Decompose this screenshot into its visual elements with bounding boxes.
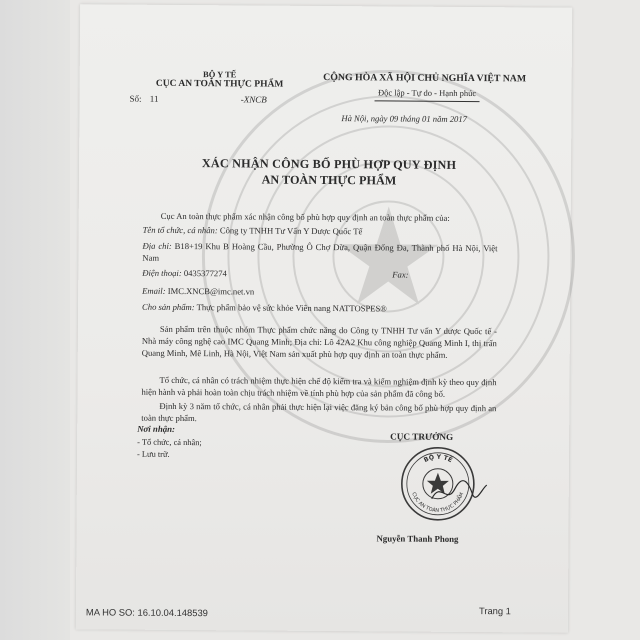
paragraph-responsibility: Tổ chức, cá nhân có trách nhiệm thực hiện chế độ kiểm tra và kiểm nghiệm định kỳ theo quy định hiện hành và phải hoàn toàn chịu trách nhiệm về tính phù hợp của sản phẩm đã công bố.: [141, 374, 497, 399]
address-label: Địa chỉ:: [142, 240, 172, 251]
seal-top-text: BỘ Y TẾ: [422, 453, 454, 465]
header-left: [125, 69, 315, 90]
issue-date: Hà Nội, ngày 09 tháng 01 năm 2017: [341, 113, 467, 124]
country-name: CỘNG HÒA XÃ HỘI CHỦ NGHĨA VIỆT NAM: [323, 71, 527, 85]
intro-text: [143, 210, 498, 224]
address-line: [142, 240, 497, 266]
seal-text: CỤC AN TOÀN THỰC PHẨM: [410, 491, 466, 514]
recipients-title: Nơi nhận:: [137, 423, 175, 434]
record-code: MA HO SO: 16.10.04.148539: [85, 606, 208, 619]
motto: Độc lập - Tự do - Hạnh phúc: [377, 87, 477, 99]
product-line: [142, 301, 497, 315]
number-suffix: -XNCB: [240, 94, 267, 105]
document-page: [76, 4, 572, 632]
product-value: Thực phẩm bảo vệ sức khỏe Viên nang NATTOSPES®: [196, 302, 387, 314]
recipient-item: - Tổ chức, cá nhân;: [137, 437, 202, 448]
paragraph-manufacturer: Sản phẩm trên thuộc nhóm Thực phẩm chức năng do Công ty TNHH Tư vấn Y dược Quốc tế - Nhà máy công nghệ cao IMC Quang Minh; Địa chỉ: Lô 42A2 Khu công nghiệp Quang Minh I, thị trấn Quang Minh, Mê Linh, Hà Nội, Việt Nam sản xuất phù hợp quy định an toàn thực phẩm.: [141, 323, 497, 360]
number-prefix: Số:: [129, 93, 142, 104]
svg-text:BỘ Y TẾ: [423, 452, 456, 465]
phone-label: Điện thoại:: [142, 267, 182, 279]
recipient-item: - Lưu trữ.: [137, 449, 170, 459]
email-value: IMC.XNCB@imc.net.vn: [167, 285, 255, 297]
background-left: [0, 0, 70, 640]
doc-title-line1: XÁC NHẬN CÔNG BỐ PHÙ HỢP QUY ĐỊNH: [201, 156, 457, 172]
ministry-name: BỘ Y TẾ: [203, 69, 237, 80]
phone-line: [142, 267, 497, 281]
org-value: Công ty TNHH Tư Vấn Y Dược Quốc Tế: [219, 225, 363, 237]
page-number: Trang 1: [478, 605, 511, 617]
email-line: [142, 285, 497, 299]
number-value: 11: [149, 93, 159, 104]
fax-label: Fax:: [392, 269, 409, 280]
document-number: [129, 94, 266, 105]
agency-name: CỤC AN TOÀN THỰC PHẨM: [155, 78, 284, 90]
intro-sentence: Cục An toàn thực phẩm xác nhận công bố phù hợp quy định an toàn thực phẩm của:: [160, 210, 450, 223]
phone-value: 0435377274: [183, 268, 227, 279]
product-label: Cho sản phẩm:: [142, 301, 195, 313]
org-line: [143, 224, 498, 238]
email-label: Email:: [142, 285, 166, 296]
signer-position: CỤC TRƯỞNG: [390, 431, 454, 442]
paragraph-renewal: Định kỳ 3 năm tổ chức, cá nhân phải thực hiện lại việc đăng ký bản công bố phù hợp quy định an toàn thực phẩm.: [141, 400, 497, 424]
doc-title-line2: AN TOÀN THỰC PHẨM: [261, 172, 397, 188]
signer-name: Nguyễn Thanh Phong: [376, 533, 459, 544]
org-label: Tên tổ chức, cá nhân:: [142, 224, 218, 236]
address-value: B18+19 Khu B Hoàng Cầu, Phường Ô Chợ Dừa, Quận Đống Đa, Thành phố Hà Nội, Việt Nam: [142, 240, 498, 263]
signature-mark: [429, 477, 489, 507]
